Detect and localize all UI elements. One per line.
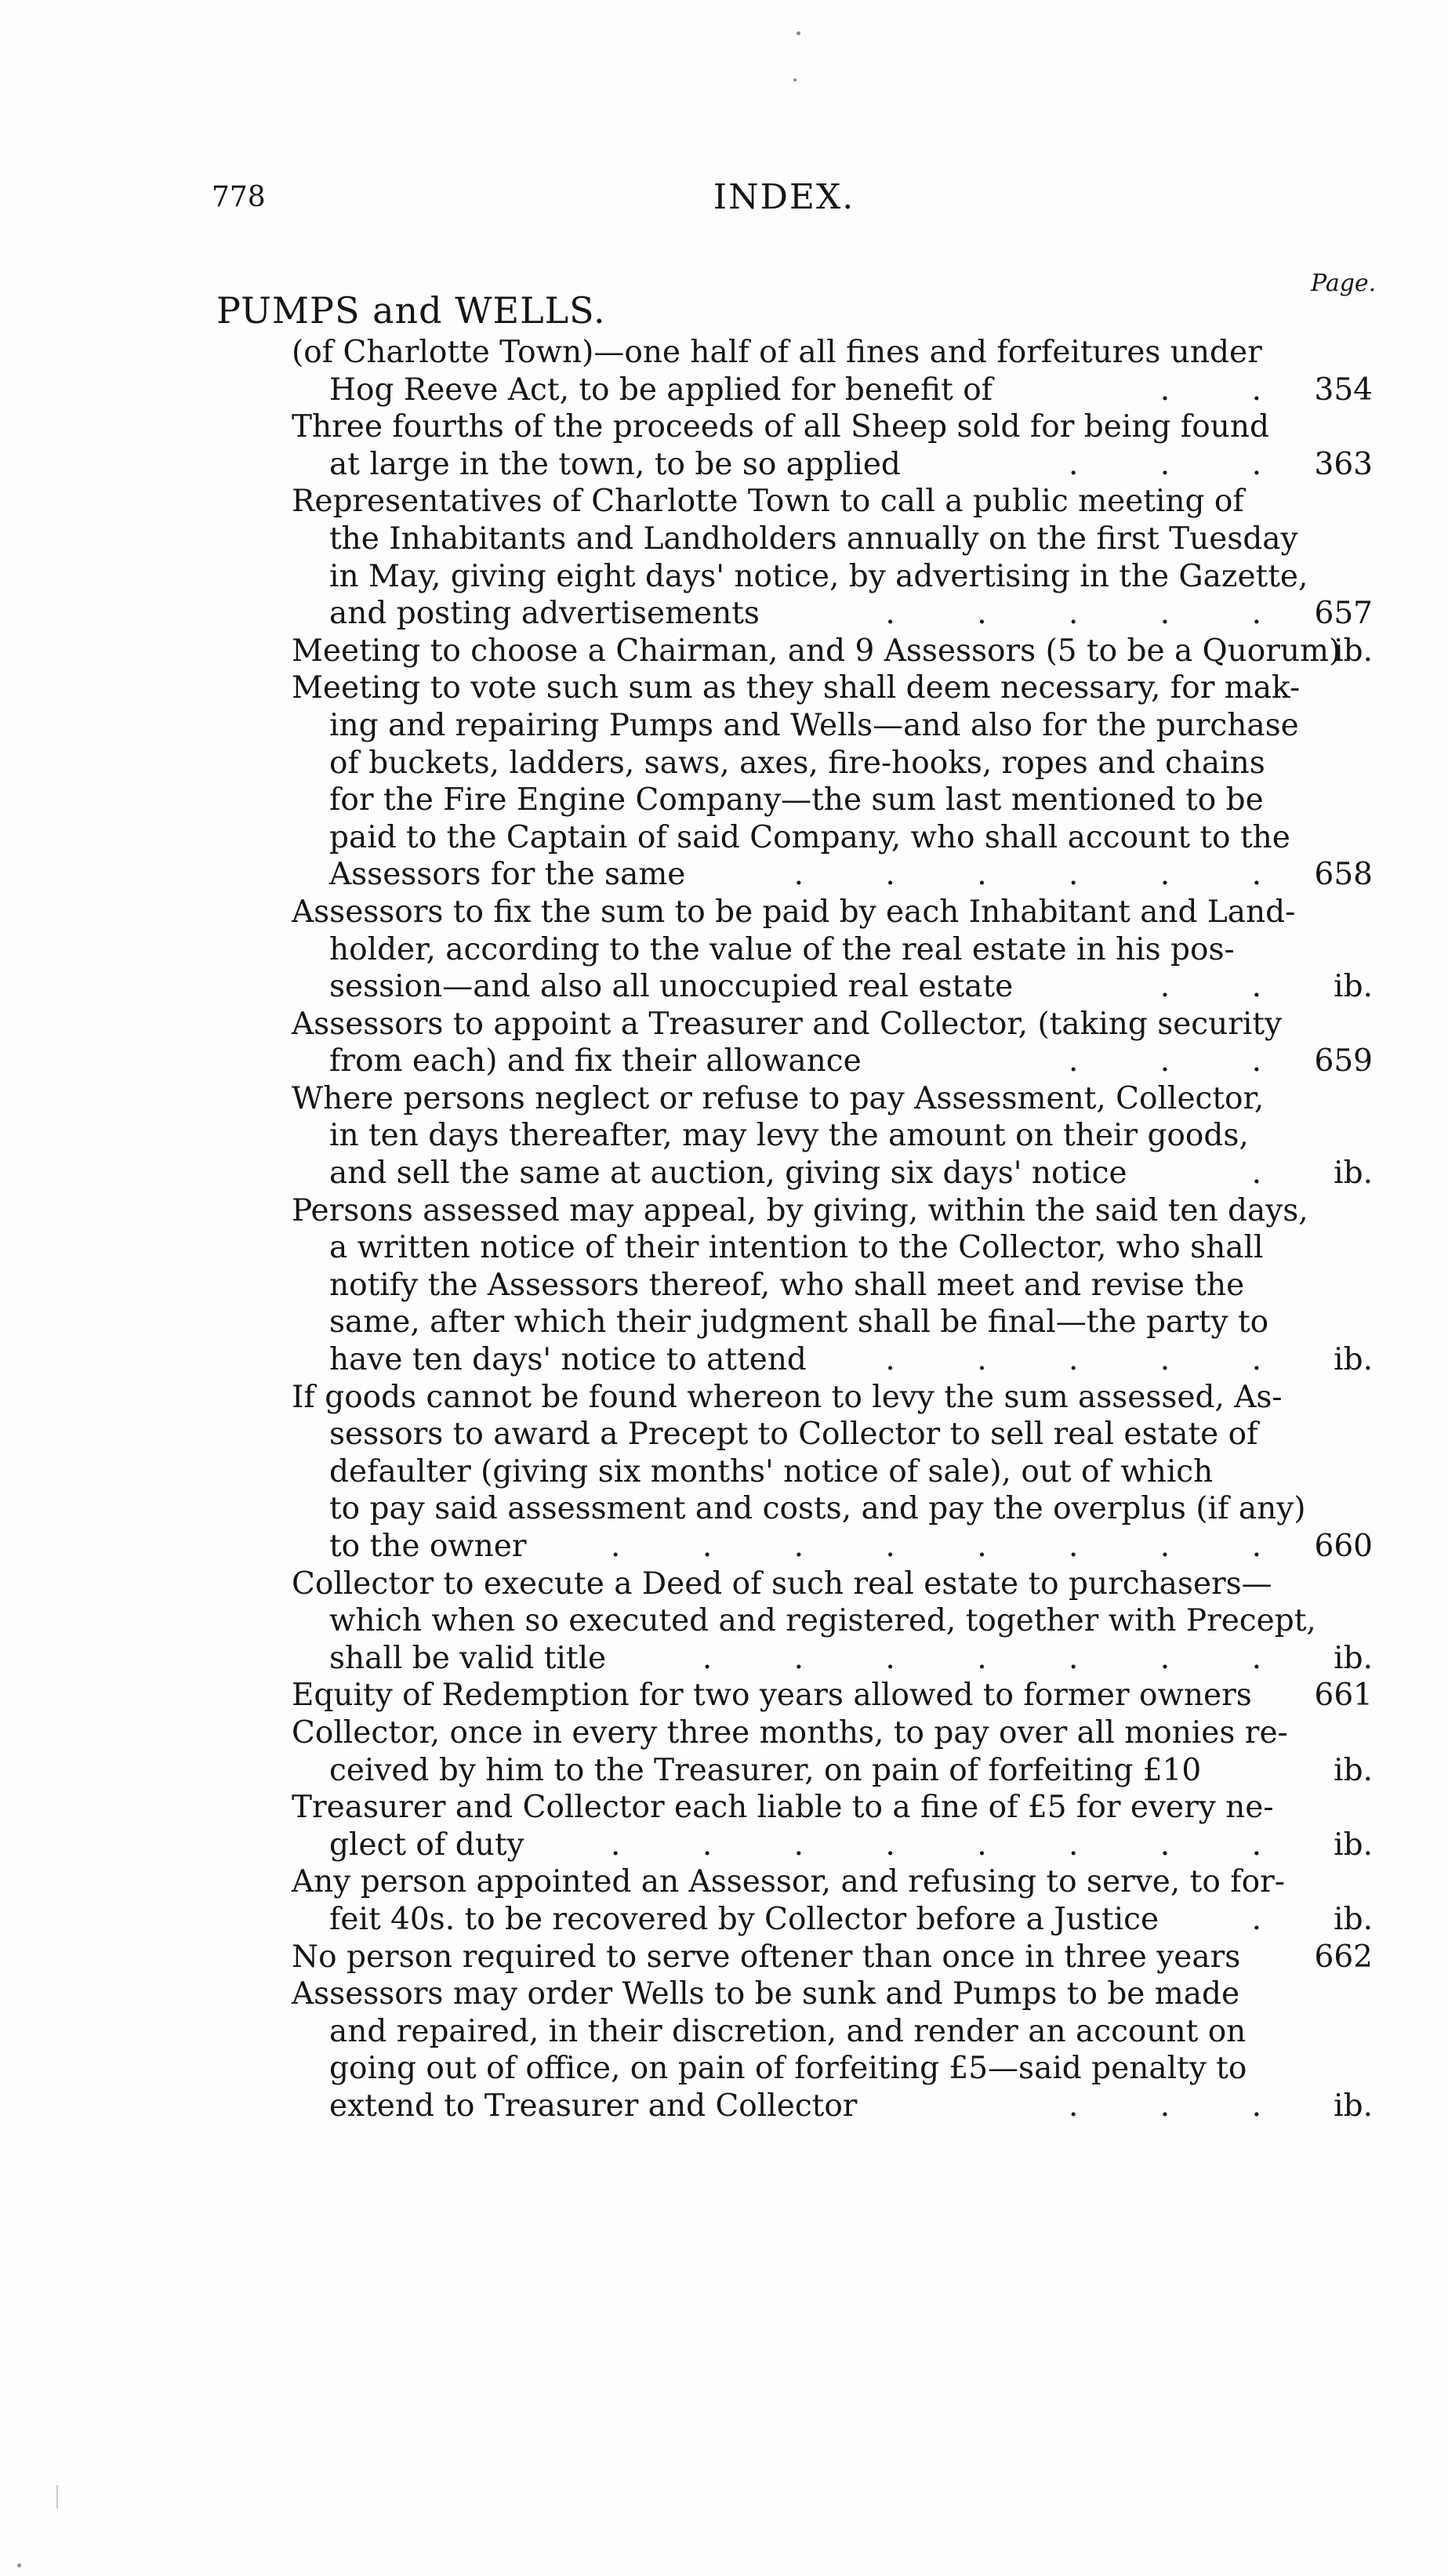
index-line bbox=[0, 894, 1448, 931]
index-line bbox=[0, 1304, 1448, 1341]
page-reference: ib. bbox=[1334, 1640, 1373, 1676]
index-entry bbox=[0, 1006, 1448, 1080]
page-reference: 657 bbox=[1314, 596, 1373, 632]
index-line-text: Collector to execute a Deed of such real estate to purchasers— bbox=[292, 1566, 1272, 1602]
index-line-text: to pay said assessment and costs, and pay the overplus (if any) bbox=[329, 1491, 1306, 1527]
index-entry bbox=[0, 1789, 1448, 1863]
index-line-text: No person required to serve oftener than once in three years bbox=[292, 1939, 1241, 1975]
dot-leader: . . . . . . . bbox=[702, 1640, 1297, 1676]
dot-leader: . . . . . bbox=[885, 1342, 1297, 1378]
index-line bbox=[0, 1379, 1448, 1417]
dot-leader: . . . . . . . . bbox=[611, 1827, 1297, 1863]
index-entry bbox=[0, 1976, 1448, 2124]
page-reference: ib. bbox=[1334, 1901, 1373, 1937]
running-title: INDEX. bbox=[713, 177, 855, 217]
index-line bbox=[0, 1752, 1448, 1790]
index-line bbox=[0, 1602, 1448, 1640]
index-entry bbox=[0, 334, 1448, 408]
index-line bbox=[0, 1939, 1448, 1976]
paper-margin-mark bbox=[56, 2485, 58, 2509]
index-line bbox=[0, 1341, 1448, 1379]
index-line bbox=[0, 819, 1448, 857]
index-line-text: which when so executed and registered, together with Precept, bbox=[329, 1603, 1316, 1639]
index-line bbox=[0, 1714, 1448, 1752]
index-line-text: (of Charlotte Town)—one half of all fines and forfeitures under bbox=[292, 335, 1262, 370]
index-line bbox=[0, 707, 1448, 745]
index-line bbox=[0, 1229, 1448, 1267]
index-line-text: Persons assessed may appeal, by giving, within the said ten days, bbox=[292, 1192, 1308, 1228]
index-line bbox=[0, 334, 1448, 372]
index-line bbox=[0, 669, 1448, 707]
dot-leader: . bbox=[1251, 1156, 1297, 1192]
page-reference: 658 bbox=[1314, 857, 1373, 893]
index-entry bbox=[0, 1080, 1448, 1192]
page-reference: ib. bbox=[1334, 1156, 1373, 1192]
page-reference: 354 bbox=[1314, 372, 1373, 408]
index-entry bbox=[0, 1863, 1448, 1938]
page-reference: 661 bbox=[1314, 1678, 1373, 1714]
index-line-text: to the owner bbox=[329, 1529, 527, 1564]
index-line bbox=[0, 446, 1448, 484]
page-reference: 659 bbox=[1314, 1043, 1373, 1079]
index-entry bbox=[0, 669, 1448, 894]
index-line-text: in May, giving eight days' notice, by advertising in the Gazette, bbox=[329, 558, 1308, 594]
index-line-text: for the Fire Engine Company—the sum last mentioned to be bbox=[329, 782, 1264, 818]
index-line-text: same, after which their judgment shall be final—the party to bbox=[329, 1304, 1269, 1341]
index-line-text: Assessors to fix the sum to be paid by each Inhabitant and Land- bbox=[292, 894, 1296, 930]
dot-leader: . . . . . . bbox=[793, 857, 1297, 893]
index-line bbox=[0, 1453, 1448, 1491]
dot-leader: . . bbox=[1159, 372, 1297, 408]
index-line bbox=[0, 1901, 1448, 1939]
index-line-text: of buckets, ladders, saws, axes, fire-hooks, ropes and chains bbox=[329, 745, 1265, 781]
page-reference: ib. bbox=[1334, 969, 1373, 1005]
index-line-text: ceived by him to the Treasurer, on pain of forfeiting £10 bbox=[329, 1752, 1202, 1788]
index-entries bbox=[0, 334, 1448, 2125]
index-line-text: Assessors for the same bbox=[329, 857, 686, 893]
index-line-text: Hog Reeve Act, to be applied for benefit of bbox=[329, 372, 993, 408]
page-number: 778 bbox=[212, 181, 266, 213]
index-line-text: notify the Assessors thereof, who shall meet and revise the bbox=[329, 1267, 1245, 1303]
index-line bbox=[0, 1416, 1448, 1453]
dot-leader: . . . bbox=[1069, 446, 1297, 482]
page-reference: 662 bbox=[1314, 1939, 1373, 1975]
index-line-text: Treasurer and Collector each liable to a fine of £5 for every ne- bbox=[292, 1790, 1274, 1826]
index-line bbox=[0, 1677, 1448, 1714]
index-line-text: and repaired, in their discretion, and render an account on bbox=[329, 2013, 1247, 2049]
index-line bbox=[0, 856, 1448, 894]
index-entry bbox=[0, 1192, 1448, 1379]
index-line bbox=[0, 558, 1448, 596]
index-line bbox=[0, 595, 1448, 633]
index-line bbox=[0, 2088, 1448, 2125]
index-line-text: Collector, once in every three months, to pay over all monies re- bbox=[292, 1714, 1288, 1751]
index-line-text: extend to Treasurer and Collector bbox=[329, 2088, 858, 2124]
index-line-text: have ten days' notice to attend bbox=[329, 1342, 807, 1378]
index-line-text: Any person appointed an Assessor, and refusing to serve, to for- bbox=[292, 1864, 1285, 1900]
index-line-text: If goods cannot be found whereon to levy the sum assessed, As- bbox=[292, 1379, 1283, 1415]
index-line-text: a written notice of their intention to the Collector, who shall bbox=[329, 1230, 1264, 1266]
index-line-text: and posting advertisements bbox=[329, 596, 760, 632]
index-line bbox=[0, 1827, 1448, 1864]
dot-leader: . . . . . bbox=[885, 596, 1297, 632]
page-reference: ib. bbox=[1334, 1342, 1373, 1378]
page-reference: ib. bbox=[1334, 2088, 1373, 2124]
index-line-text: ing and repairing Pumps and Wells—and also for the purchase bbox=[329, 707, 1299, 743]
index-line bbox=[0, 1640, 1448, 1678]
index-line-text: feit 40s. to be recovered by Collector before a Justice bbox=[329, 1901, 1159, 1937]
index-line bbox=[0, 968, 1448, 1006]
index-line bbox=[0, 1043, 1448, 1080]
index-line bbox=[0, 1490, 1448, 1528]
index-line-text: the Inhabitants and Landholders annually on the first Tuesday bbox=[329, 521, 1298, 557]
index-entry bbox=[0, 408, 1448, 483]
index-line bbox=[0, 1192, 1448, 1230]
dot-leader: . bbox=[1251, 1901, 1297, 1937]
dot-leader: . . . . . . . . bbox=[611, 1529, 1297, 1564]
page-reference: ib. bbox=[1334, 1827, 1373, 1863]
index-entry bbox=[0, 483, 1448, 632]
index-line-text: and sell the same at auction, giving six days' notice bbox=[329, 1156, 1127, 1192]
paper-speck bbox=[793, 78, 797, 82]
page-column-label: Page. bbox=[1311, 270, 1377, 297]
index-entry bbox=[0, 1939, 1448, 1976]
index-line-text: defaulter (giving six months' notice of sale), out of which bbox=[329, 1453, 1214, 1489]
index-line bbox=[0, 408, 1448, 446]
paper-speck bbox=[17, 2563, 21, 2567]
index-entry bbox=[0, 1379, 1448, 1566]
index-line-text: from each) and fix their allowance bbox=[329, 1043, 862, 1079]
index-entry bbox=[0, 1714, 1448, 1789]
index-line-text: holder, according to the value of the real estate in his pos- bbox=[329, 931, 1235, 967]
index-line-text: session—and also all unoccupied real estate bbox=[329, 969, 1014, 1005]
index-entry bbox=[0, 1677, 1448, 1714]
index-line-text: paid to the Captain of said Company, who shall account to the bbox=[329, 819, 1290, 855]
index-line bbox=[0, 931, 1448, 969]
index-line bbox=[0, 633, 1448, 670]
index-line-text: Meeting to choose a Chairman, and 9 Assessors (5 to be a Quorum) bbox=[292, 633, 1341, 669]
index-line-text: shall be valid title bbox=[329, 1640, 607, 1676]
index-line bbox=[0, 2050, 1448, 2088]
index-entry bbox=[0, 894, 1448, 1006]
index-line bbox=[0, 1267, 1448, 1304]
index-line bbox=[0, 1528, 1448, 1566]
index-line-text: in ten days thereafter, may levy the amount on their goods, bbox=[329, 1118, 1249, 1154]
index-line-text: glect of duty bbox=[329, 1827, 524, 1863]
dot-leader: . . bbox=[1159, 969, 1297, 1005]
index-line bbox=[0, 1117, 1448, 1155]
index-line-text: Meeting to vote such sum as they shall deem necessary, for mak- bbox=[292, 670, 1301, 706]
index-line bbox=[0, 1006, 1448, 1043]
running-head bbox=[0, 174, 1448, 221]
dot-leader: . . . bbox=[1069, 1043, 1297, 1079]
index-line-text: Representatives of Charlotte Town to call a public meeting of bbox=[292, 484, 1244, 520]
index-line bbox=[0, 1566, 1448, 1603]
page-reference: 660 bbox=[1314, 1529, 1373, 1564]
index-line-text: at large in the town, to be so applied bbox=[329, 446, 901, 482]
page-reference: 363 bbox=[1314, 446, 1373, 482]
index-line bbox=[0, 1080, 1448, 1118]
index-line-text: Where persons neglect or refuse to pay Assessment, Collector, bbox=[292, 1080, 1265, 1116]
index-entry bbox=[0, 633, 1448, 670]
index-line-text: Equity of Redemption for two years allowed to former owners bbox=[292, 1678, 1252, 1714]
index-line bbox=[0, 372, 1448, 409]
page-reference: ib. bbox=[1334, 1752, 1373, 1788]
index-line bbox=[0, 521, 1448, 558]
index-line-text: going out of office, on pain of forfeiting £5—said penalty to bbox=[329, 2051, 1247, 2087]
page-reference: ib. bbox=[1334, 633, 1373, 669]
index-entry bbox=[0, 1566, 1448, 1678]
index-line bbox=[0, 1976, 1448, 2013]
index-line bbox=[0, 782, 1448, 819]
dot-leader: . . . bbox=[1069, 2088, 1297, 2124]
section-heading: PUMPS and WELLS. bbox=[216, 289, 606, 332]
paper-speck bbox=[797, 31, 800, 35]
index-line-text: sessors to award a Precept to Collector to sell real estate of bbox=[329, 1417, 1258, 1453]
index-line bbox=[0, 1863, 1448, 1901]
index-line-text: Assessors to appoint a Treasurer and Collector, (taking security bbox=[292, 1006, 1283, 1042]
index-line bbox=[0, 2013, 1448, 2051]
index-line bbox=[0, 483, 1448, 521]
index-line-text: Assessors may order Wells to be sunk and Pumps to be made bbox=[292, 1976, 1240, 2012]
index-line bbox=[0, 745, 1448, 782]
index-line-text: Three fourths of the proceeds of all Sheep sold for being found bbox=[292, 409, 1269, 445]
index-line bbox=[0, 1155, 1448, 1192]
index-line bbox=[0, 1789, 1448, 1827]
